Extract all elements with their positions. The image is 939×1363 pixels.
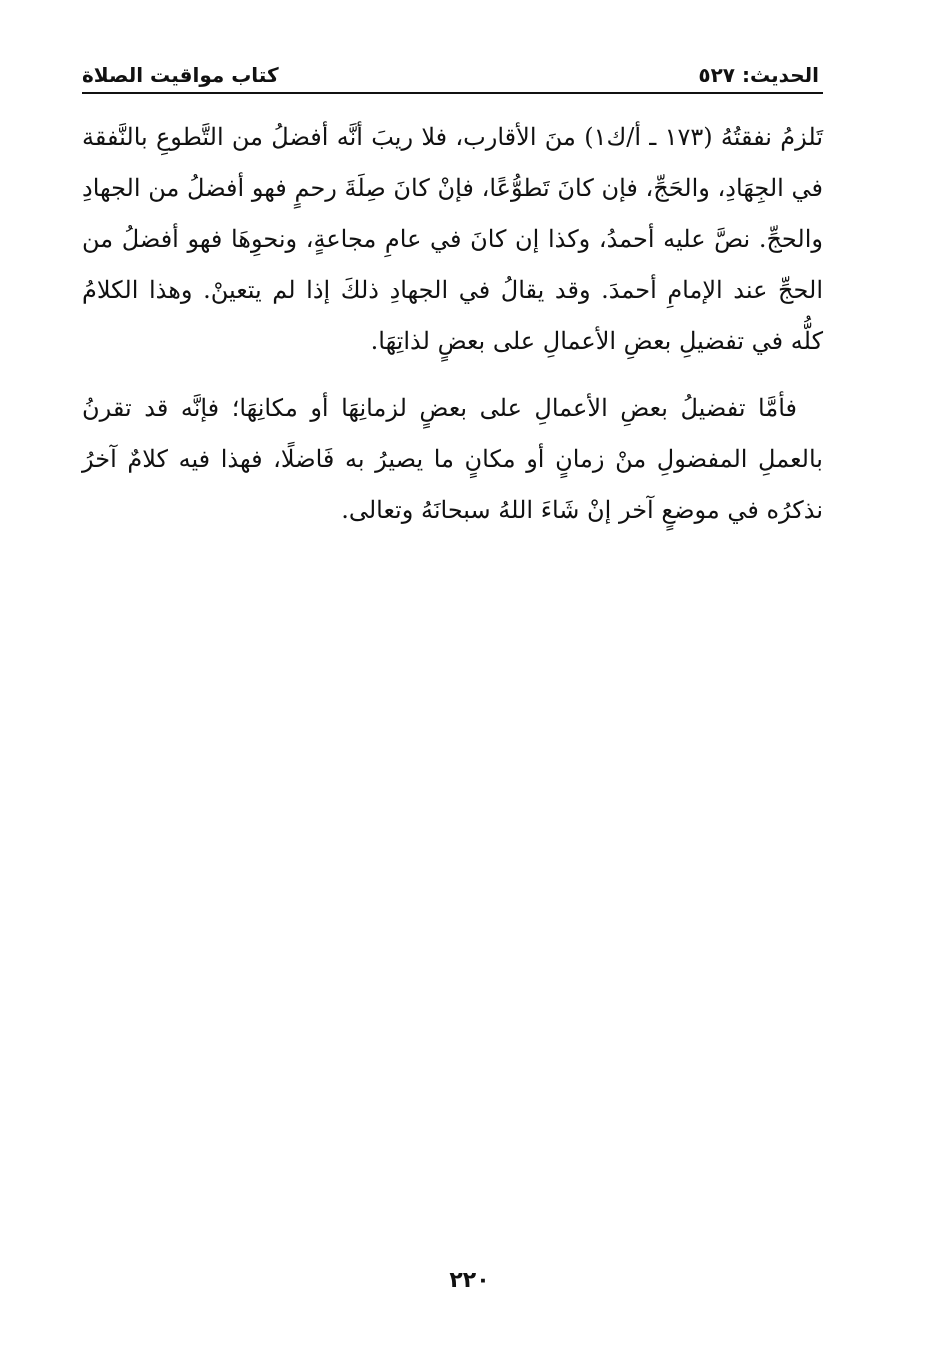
page-number: ٢٢٠ (449, 1268, 490, 1293)
paragraph: فأمَّا تفضيلُ بعضِ الأعمالِ على بعضٍ لزمانِهَا أو مكانِهَا؛ فإنَّه قد تقرنُ بالعملِ المفضولِ منْ زمانٍ أو مكانٍ ما يصيرُ به فَاضلًا، فهذا فيه كلامٌ آخرُ نذكرُه في موضعٍ آخر إنْ شَاءَ اللهُ سبحانَهُ وتعالى. (82, 394, 823, 524)
page-body (82, 112, 823, 536)
paragraph: تَلزمُ نفقتُهُ (١٧٣ ـ أ/ك١) منَ الأقارب، فلا ريبَ أنَّه أفضلُ من التَّطوعِ بالنَّفقة في الجِهَادِ، والحَجِّ، فإن كانَ تَطوُّعًا، فإنْ كانَ صِلَةَ رحمٍ فهو أفضلُ من الجهادِ والحجِّ. نصَّ عليه أحمدُ، وكذا إن كانَ في عامِ مجاعةٍ، ونحوِهَا فهو أفضلُ من الحجِّ عند الإمامِ أحمدَ. وقد يقالُ في الجهادِ ذلكَ إذا لم يتعينْ. وهذا الكلامُ كلُّه في تفضيلِ بعضِ الأعمالِ على بعضٍ لذاتِهَا. (82, 123, 823, 355)
page-header (82, 58, 819, 92)
header-divider (82, 92, 823, 94)
book-title: كتاب مواقيت الصلاة (82, 63, 279, 87)
hadith-reference: الحديث: ٥٢٧ (698, 63, 819, 87)
